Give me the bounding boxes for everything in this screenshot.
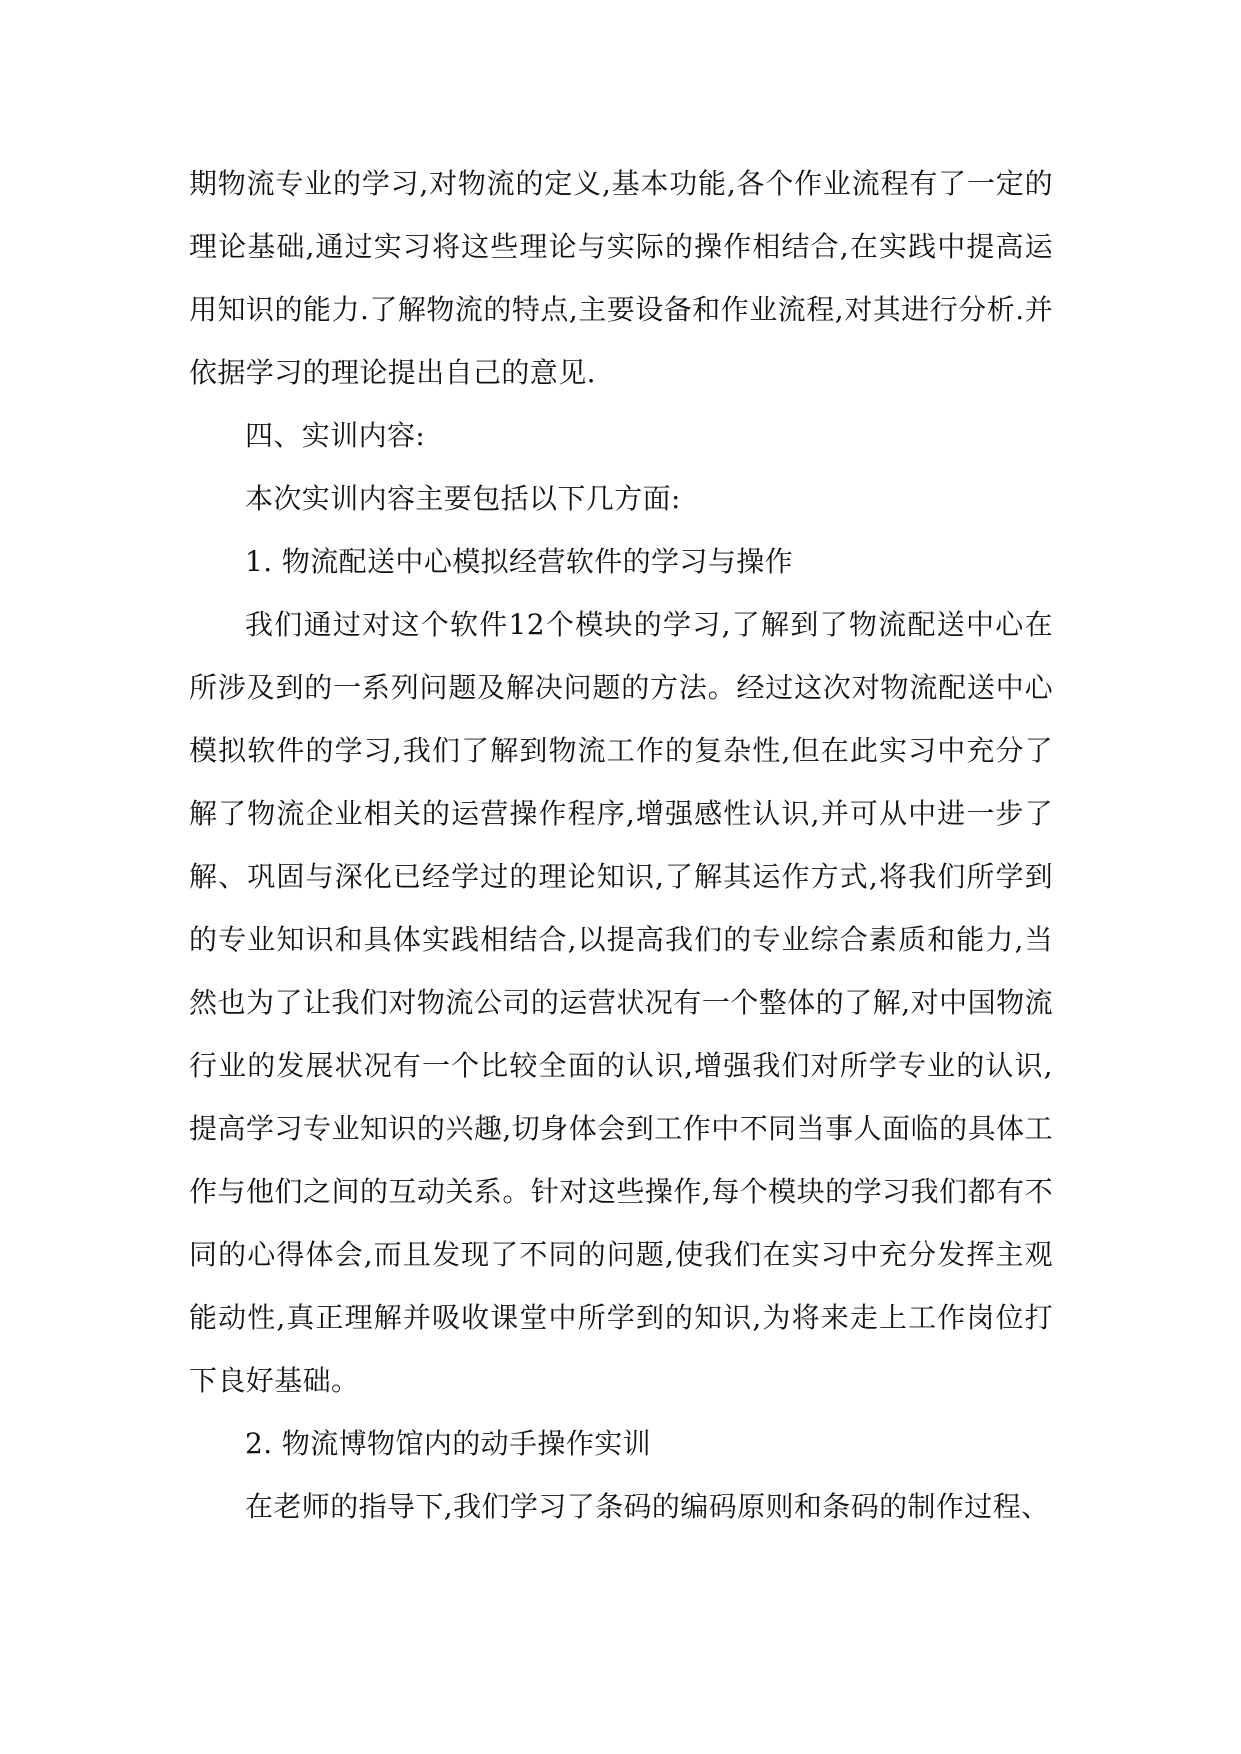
item-one-heading: 1. 物流配送中心模拟经营软件的学习与操作 [245, 545, 794, 578]
section-four-heading: 四、实训内容: [245, 419, 426, 452]
paragraph-item-one-body: 我们通过对这个软件12个模块的学习,了解到了物流配送中心在所涉及到的一系列问题及解决问题的方法。经过这次对物流配送中心模拟软件的学习,我们了解到物流工作的复杂性,但在此实习中充分了解了物流企业相关的运营操作程序,增强感性认识,并可从中进一步了解、巩固与深化已经学过的理论知识,了解其运作方式,将我们所学到的专业知识和具体实践相结合,以提高我们的专业综合素质和能力,当然也为了让我们对物流公司的运营状况有一个整体的了解,对中国物流行业的发展状况有一个比较全面的认识,增强我们对所学专业的认识,提高学习专业知识的兴趣,切身体会到工作中不同当事人面临的具体工作与他们之间的互动关系。针对这些操作,每个模块的学习我们都有不同的心得体会,而且发现了不同的问题,使我们在实习中充分发挥主观能动性,真正理解并吸收课堂中所学到的知识,为将来走上工作岗位打下良好基础。 [189, 608, 1053, 1397]
document-body [189, 152, 1053, 1538]
paragraph-intro-continued: 期物流专业的学习,对物流的定义,基本功能,各个作业流程有了一定的理论基础,通过实习将这些理论与实际的操作相结合,在实践中提高运用知识的能力.了解物流的特点,主要设备和作业流程,对其进行分析.并依据学习的理论提出自己的意见. [189, 167, 1053, 389]
item-two-heading: 2. 物流博物馆内的动手操作实训 [245, 1427, 652, 1460]
section-four-intro: 本次实训内容主要包括以下几方面: [245, 482, 681, 515]
paragraph-item-two-body: 在老师的指导下,我们学习了条码的编码原则和条码的制作过程、 [245, 1490, 1050, 1523]
